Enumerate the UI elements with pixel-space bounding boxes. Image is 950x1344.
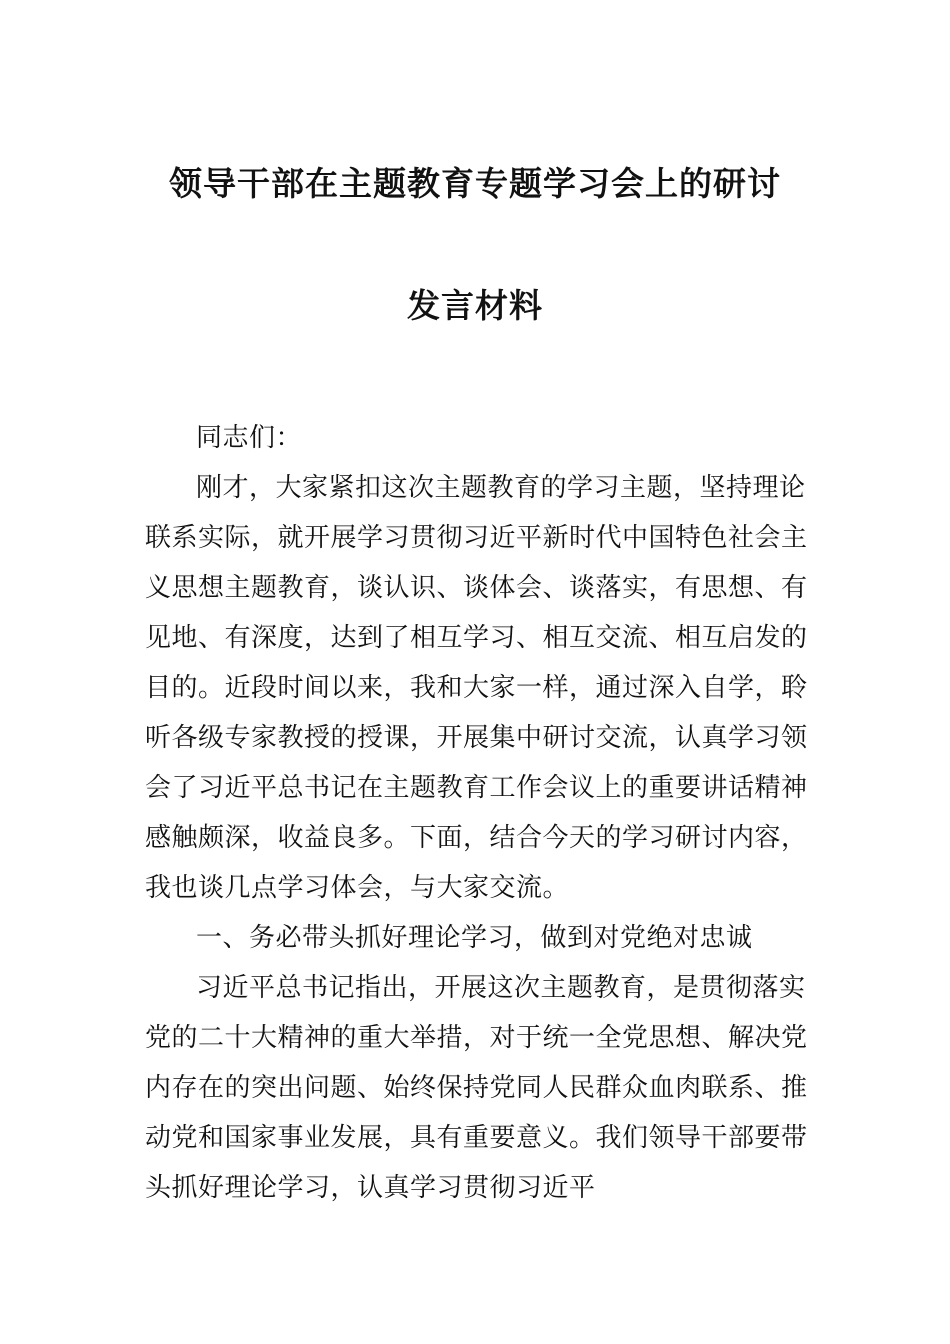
paragraph-line: 会了习近平总书记在主题教育工作会议上的重要讲话精神 — [145, 773, 808, 803]
document-title-line-2: 发言材料 — [407, 286, 543, 325]
paragraph-line: 刚才，大家紧扣这次主题教育的学习主题，坚持理论 — [196, 473, 806, 503]
paragraph-line: 听各级专家教授的授课，开展集中研讨交流，认真学习领 — [145, 723, 808, 753]
paragraph-line: 我也谈几点学习体会，与大家交流。 — [145, 873, 570, 903]
paragraph-line: 见地、有深度，达到了相互学习、相互交流、相互启发的 — [145, 623, 808, 653]
paragraph-line: 头抓好理论学习，认真学习贯彻习近平 — [145, 1173, 596, 1203]
paragraph-line: 动党和国家事业发展，具有重要意义。我们领导干部要带 — [145, 1123, 808, 1153]
section-heading: 一、务必带头抓好理论学习，做到对党绝对忠诚 — [196, 923, 753, 953]
document-title-line-1: 领导干部在主题教育专题学习会上的研讨 — [169, 164, 781, 203]
paragraph-line: 目的。近段时间以来，我和大家一样，通过深入自学，聆 — [145, 673, 808, 703]
salutation: 同志们： — [196, 423, 303, 453]
paragraph-line: 感触颇深，收益良多。下面，结合今天的学习研讨内容， — [145, 823, 808, 853]
paragraph-line: 义思想主题教育，谈认识、谈体会、谈落实，有思想、有 — [145, 573, 808, 603]
paragraph-line: 习近平总书记指出，开展这次主题教育，是贯彻落实 — [196, 973, 806, 1003]
paragraph-line: 联系实际，就开展学习贯彻习近平新时代中国特色社会主 — [145, 523, 808, 553]
paragraph-line: 内存在的突出问题、始终保持党同人民群众血肉联系、推 — [145, 1073, 808, 1103]
paragraph-line: 党的二十大精神的重大举措，对于统一全党思想、解决党 — [145, 1023, 808, 1053]
